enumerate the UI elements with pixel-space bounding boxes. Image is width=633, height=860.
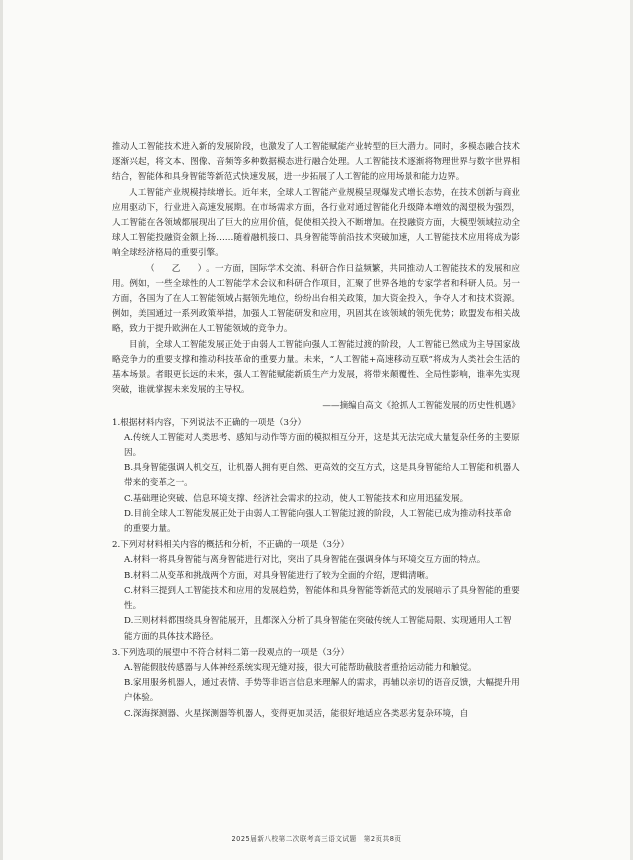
page-footer: 2025届新八校第二次联考高三语文试题 第2页共8页 xyxy=(231,835,402,843)
article-source: ——摘编自高文《抢抓人工智能发展的历史性机遇》 xyxy=(322,401,520,412)
question-3 xyxy=(112,646,520,722)
option-b: B.具身智能强调人机交互，让机器人拥有更自然、更高效的交互方式，这是具身智能给人工智能和机器人带来的变革之一。 xyxy=(124,463,520,489)
article-paragraph-3-text: 。一方面，国际学术交流、科研合作日益频繁，共同推动人工智能技术的发展和应用。例如，一些全球性的人工智能学术会议和科研合作项目，汇聚了世界各地的专家学者和科研人员。另一方面，各国为了在人工智能领域占据领先地位，纷纷出台相关政策，加大资金投入，争夺人才和技术资源。例如，美国通过一系列政策举措，加强人工智能研发和应用，巩固其在该领域的领先优势；欧盟发布相关战略，致力于提升欧洲在人工智能领域的竞争力。 xyxy=(112,263,520,335)
article-paragraph-2: 人工智能产业规模持续增长。近年来，全球人工智能产业规模呈现爆发式增长态势，在技术创新与商业应用驱动下，行业进入高速发展期。在市场需求方面，各行业对通过智能化升级降本增效的渴望极为强烈，人工智能在各领域都展现出了巨大的应用价值，促使相关投入不断增加。在投融资方面，大模型领域拉动全球人工智能投融资金额上扬……随着融机接口、具身智能等前沿技术突破加速，人工智能技术应用将成为影响全球经济格局的重要引擎。 xyxy=(112,187,520,259)
question-2 xyxy=(112,538,520,644)
option-b: B.家用服务机器人，通过表情、手势等非语言信息来理解人的需求，再辅以亲切的语音反馈，大幅提升用户体验。 xyxy=(124,678,520,704)
fill-blank-yi: （ 乙 ） xyxy=(146,263,207,274)
article-paragraph-3 xyxy=(112,262,520,338)
option-c: C.基础理论突破、信息环境支撑、经济社会需求的拉动，使人工智能技术和应用迅猛发展。 xyxy=(124,493,469,504)
article-paragraph-4: 目前，全球人工智能发展正处于由弱人工智能向强人工智能过渡的阶段，人工智能已然成为主导国家战略竞争力的重要支撑和推动科技革命的重要力量。未来，“人工智能+高速移动互联”将成为人类社会生活的基本场景。者眼更长远的未来，强人工智能赋能新质生产力发展，将带来颠覆性、全局性影响，谁率先实现突破，谁就掌握未来发展的主导权。 xyxy=(112,339,520,396)
scan-edge-left xyxy=(0,0,3,860)
question-stem: 2.下列对材料相关内容的概括和分析，不正确的一项是（3分） xyxy=(112,540,350,551)
option-b: B.材料二从变革和挑战两个方面，对具身智能进行了较为全面的介绍，逻辑清晰。 xyxy=(124,570,434,581)
option-c: C.材料三提到人工智能技术和应用的发展趋势，智能体和具身智能等新范式的发展暗示了具身智能的重要性。 xyxy=(124,585,520,612)
question-stem: 3.下列选项的展望中不符合材料二第一段观点的一项是（3分） xyxy=(112,647,350,658)
option-c: C.深海探测器、火星探测器等机器人，变得更加灵活，能很好地适应各类恶劣复杂环境，自 xyxy=(124,708,469,719)
article-paragraph-1: 推动人工智能技术进入新的发展阶段，也激发了人工智能赋能产业转型的巨大潜力。同时，多模态融合技术逐渐兴起，将文本、图像、音频等多种数据模态进行融合处理。人工智能技术逐渐将物理世界与数字世界相结合，智能体和具身智能等新范式快速发展，进一步拓展了人工智能的应用场景和能力边界。 xyxy=(112,142,520,183)
question-1 xyxy=(112,416,520,538)
option-a: A.材料一将具身智能与离身智能进行对比，突出了具身智能在强调身体与环境交互方面的特点。 xyxy=(124,555,486,566)
page-content xyxy=(112,140,520,722)
question-stem: 1.根据材料内容，下列说法不正确的一项是（3分） xyxy=(112,417,307,428)
option-a: A.传统人工智能对人类思考、感知与动作等方面的模拟相互分开，这是其无法完成大量复杂任务的主要原因。 xyxy=(124,432,520,459)
option-d: D.目前全球人工智能发展正处于由弱人工智能向强人工智能过渡的阶段，人工智能已成为推动科技革命的重要力量。 xyxy=(124,508,512,535)
option-d: D.三则材料都围绕具身智能展开，且都深入分析了具身智能在突破传统人工智能局限、实现通用人工智能方面的具体技术路径。 xyxy=(124,616,512,642)
option-a: A.智能假肢传感器与人体神经系统实现无缝对接，很大可能帮助截肢者重拾运动能力和触觉。 xyxy=(124,662,477,673)
